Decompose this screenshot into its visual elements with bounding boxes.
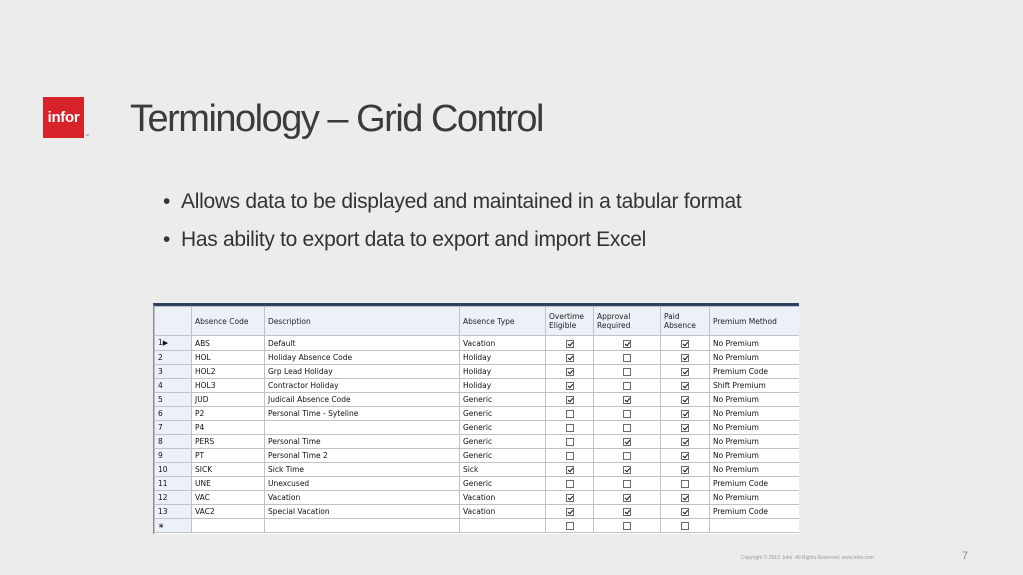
row-selector[interactable]	[155, 336, 192, 351]
overtime-eligible-checkbox[interactable]	[566, 452, 574, 460]
row-number: 7	[158, 423, 163, 432]
premium-method-cell[interactable]: No Premium	[710, 463, 800, 477]
table-row[interactable]	[155, 365, 800, 379]
row-number: 12	[158, 493, 168, 502]
absence-code-cell[interactable]: HOL3	[192, 379, 265, 393]
approval-required-cell	[594, 379, 661, 393]
table-row[interactable]	[155, 351, 800, 365]
row-number: 3	[158, 367, 163, 376]
overtime-eligible-cell	[546, 519, 594, 533]
absence-code-cell[interactable]: P2	[192, 407, 265, 421]
absence-type-cell[interactable]: Vacation	[460, 336, 546, 351]
paid-absence-checkbox[interactable]	[681, 396, 689, 404]
row-selector[interactable]	[155, 435, 192, 449]
paid-absence-cell	[661, 449, 710, 463]
row-number: 4	[158, 381, 163, 390]
absence-code-cell[interactable]: PT	[192, 449, 265, 463]
table-row[interactable]	[155, 336, 800, 351]
premium-method-cell[interactable]: No Premium	[710, 435, 800, 449]
paid-absence-cell	[661, 505, 710, 519]
approval-required-checkbox[interactable]	[623, 522, 631, 530]
premium-method-cell[interactable]: No Premium	[710, 336, 800, 351]
table-row[interactable]	[155, 491, 800, 505]
description-cell[interactable]: Personal Time	[265, 435, 460, 449]
column-header-absence-type[interactable]: Absence Type	[460, 307, 546, 336]
overtime-eligible-cell	[546, 393, 594, 407]
description-cell[interactable]: Personal Time 2	[265, 449, 460, 463]
approval-required-cell	[594, 449, 661, 463]
bullet-dot-icon: •	[163, 190, 171, 213]
overtime-eligible-cell	[546, 421, 594, 435]
approval-required-cell	[594, 407, 661, 421]
absence-code-cell[interactable]: SICK	[192, 463, 265, 477]
approval-required-checkbox[interactable]	[623, 466, 631, 474]
column-header-overtime-eligible[interactable]: Overtime Eligible	[546, 307, 594, 336]
premium-method-cell[interactable]	[710, 519, 800, 533]
table-row[interactable]	[155, 379, 800, 393]
logo-trademark: ™	[85, 133, 89, 138]
row-number: 9	[158, 451, 163, 460]
overtime-eligible-checkbox[interactable]	[566, 368, 574, 376]
absence-code-cell[interactable]: JUD	[192, 393, 265, 407]
approval-required-cell	[594, 477, 661, 491]
absence-code-cell[interactable]	[192, 519, 265, 533]
row-selector[interactable]	[155, 393, 192, 407]
column-header-approval-required[interactable]: Approval Required	[594, 307, 661, 336]
absence-type-cell[interactable]: Generic	[460, 393, 546, 407]
table-row[interactable]	[155, 393, 800, 407]
paid-absence-cell	[661, 435, 710, 449]
overtime-eligible-cell	[546, 379, 594, 393]
table-row[interactable]	[155, 463, 800, 477]
paid-absence-checkbox[interactable]	[681, 340, 689, 348]
description-cell[interactable]: Grp Lead Holiday	[265, 365, 460, 379]
absence-code-cell[interactable]: PERS	[192, 435, 265, 449]
footer-copyright: Copyright © 2012. Infor. All Rights Reserved. www.infor.com	[741, 555, 874, 561]
new-record-row[interactable]	[155, 519, 800, 533]
approval-required-checkbox[interactable]	[623, 410, 631, 418]
overtime-eligible-checkbox[interactable]	[566, 424, 574, 432]
overtime-eligible-cell	[546, 435, 594, 449]
overtime-eligible-checkbox[interactable]	[566, 382, 574, 390]
approval-required-cell	[594, 351, 661, 365]
row-number: 11	[158, 479, 168, 488]
paid-absence-checkbox[interactable]	[681, 382, 689, 390]
approval-required-cell	[594, 505, 661, 519]
overtime-eligible-cell	[546, 407, 594, 421]
description-cell[interactable]: Unexcused	[265, 477, 460, 491]
absence-type-cell[interactable]: Vacation	[460, 505, 546, 519]
column-header-absence-code[interactable]: Absence Code	[192, 307, 265, 336]
approval-required-checkbox[interactable]	[623, 424, 631, 432]
approval-required-cell	[594, 463, 661, 477]
table-row[interactable]	[155, 449, 800, 463]
premium-method-cell[interactable]: No Premium	[710, 421, 800, 435]
row-selector[interactable]	[155, 365, 192, 379]
grid-header-row	[155, 307, 800, 336]
overtime-eligible-cell	[546, 351, 594, 365]
overtime-eligible-checkbox[interactable]	[566, 494, 574, 502]
approval-required-cell	[594, 393, 661, 407]
description-cell[interactable]: Personal Time - Syteline	[265, 407, 460, 421]
overtime-eligible-cell	[546, 336, 594, 351]
approval-required-checkbox[interactable]	[623, 354, 631, 362]
premium-method-cell[interactable]: Premium Code	[710, 477, 800, 491]
paid-absence-checkbox[interactable]	[681, 480, 689, 488]
approval-required-checkbox[interactable]	[623, 494, 631, 502]
overtime-eligible-checkbox[interactable]	[566, 522, 574, 530]
bullet-text: Has ability to export data to export and import Excel	[181, 228, 647, 251]
overtime-eligible-checkbox[interactable]	[566, 354, 574, 362]
row-number: 10	[158, 465, 168, 474]
paid-absence-checkbox[interactable]	[681, 452, 689, 460]
approval-required-cell	[594, 519, 661, 533]
description-cell[interactable]: Sick Time	[265, 463, 460, 477]
table-row[interactable]	[155, 435, 800, 449]
row-number: 8	[158, 437, 163, 446]
row-selector[interactable]	[155, 407, 192, 421]
overtime-eligible-cell	[546, 477, 594, 491]
paid-absence-checkbox[interactable]	[681, 438, 689, 446]
overtime-eligible-cell	[546, 365, 594, 379]
description-cell[interactable]	[265, 421, 460, 435]
overtime-eligible-checkbox[interactable]	[566, 410, 574, 418]
row-selector[interactable]	[155, 379, 192, 393]
premium-method-cell[interactable]: No Premium	[710, 393, 800, 407]
absence-grid[interactable]	[153, 303, 799, 534]
column-header-description[interactable]: Description	[265, 307, 460, 336]
overtime-eligible-checkbox[interactable]	[566, 508, 574, 516]
approval-required-cell	[594, 421, 661, 435]
paid-absence-cell	[661, 421, 710, 435]
row-number: 13	[158, 507, 168, 516]
premium-method-cell[interactable]: No Premium	[710, 407, 800, 421]
overtime-eligible-checkbox[interactable]	[566, 480, 574, 488]
premium-method-cell[interactable]: Premium Code	[710, 365, 800, 379]
description-cell[interactable]: Vacation	[265, 491, 460, 505]
approval-required-checkbox[interactable]	[623, 508, 631, 516]
approval-required-cell	[594, 491, 661, 505]
description-cell[interactable]: Default	[265, 336, 460, 351]
paid-absence-cell	[661, 477, 710, 491]
approval-required-cell	[594, 336, 661, 351]
premium-method-cell[interactable]: No Premium	[710, 351, 800, 365]
approval-required-checkbox[interactable]	[623, 368, 631, 376]
premium-method-cell[interactable]: Premium Code	[710, 505, 800, 519]
absence-type-cell[interactable]: Generic	[460, 449, 546, 463]
slide-title: Terminology – Grid Control	[130, 98, 543, 140]
description-cell[interactable]	[265, 519, 460, 533]
overtime-eligible-checkbox[interactable]	[566, 438, 574, 446]
row-number: 2	[158, 353, 163, 362]
overtime-eligible-cell	[546, 491, 594, 505]
column-header-premium-method[interactable]: Premium Method	[710, 307, 800, 336]
absence-type-cell[interactable]	[460, 519, 546, 533]
premium-method-cell[interactable]: No Premium	[710, 449, 800, 463]
page-number: 7	[962, 550, 969, 562]
paid-absence-cell	[661, 336, 710, 351]
paid-absence-cell	[661, 365, 710, 379]
overtime-eligible-cell	[546, 449, 594, 463]
grid-table	[154, 306, 799, 533]
description-cell[interactable]: Holiday Absence Code	[265, 351, 460, 365]
row-selector[interactable]	[155, 463, 192, 477]
logo-text: infor	[47, 109, 80, 126]
current-row-arrow-icon: ▶	[162, 339, 169, 347]
approval-required-checkbox[interactable]	[623, 480, 631, 488]
absence-code-cell[interactable]: UNE	[192, 477, 265, 491]
table-row[interactable]	[155, 421, 800, 435]
grid-body	[155, 336, 800, 533]
approval-required-checkbox[interactable]	[623, 438, 631, 446]
overtime-eligible-checkbox[interactable]	[566, 340, 574, 348]
approval-required-cell	[594, 365, 661, 379]
paid-absence-cell	[661, 393, 710, 407]
overtime-eligible-checkbox[interactable]	[566, 466, 574, 474]
paid-absence-checkbox[interactable]	[681, 508, 689, 516]
absence-type-cell[interactable]: Generic	[460, 407, 546, 421]
row-selector[interactable]	[155, 505, 192, 519]
row-selector[interactable]	[155, 421, 192, 435]
description-cell[interactable]: Special Vacation	[265, 505, 460, 519]
bullet-item	[163, 187, 741, 225]
approval-required-checkbox[interactable]	[623, 396, 631, 404]
overtime-eligible-cell	[546, 463, 594, 477]
description-cell[interactable]: Contractor Holiday	[265, 379, 460, 393]
absence-type-cell[interactable]: Holiday	[460, 379, 546, 393]
approval-required-checkbox[interactable]	[623, 382, 631, 390]
paid-absence-cell	[661, 407, 710, 421]
paid-absence-checkbox[interactable]	[681, 410, 689, 418]
absence-code-cell[interactable]: ABS	[192, 336, 265, 351]
paid-absence-cell	[661, 351, 710, 365]
bullet-list	[163, 187, 741, 263]
absence-code-cell[interactable]: VAC2	[192, 505, 265, 519]
row-selector[interactable]	[155, 449, 192, 463]
paid-absence-checkbox[interactable]	[681, 522, 689, 530]
approval-required-cell	[594, 435, 661, 449]
absence-type-cell[interactable]: Holiday	[460, 351, 546, 365]
row-selector[interactable]	[155, 491, 192, 505]
paid-absence-checkbox[interactable]	[681, 494, 689, 502]
premium-method-cell[interactable]: No Premium	[710, 491, 800, 505]
paid-absence-cell	[661, 463, 710, 477]
absence-type-cell[interactable]: Vacation	[460, 491, 546, 505]
paid-absence-checkbox[interactable]	[681, 424, 689, 432]
absence-type-cell[interactable]: Generic	[460, 421, 546, 435]
overtime-eligible-cell	[546, 505, 594, 519]
description-cell[interactable]: Judicail Absence Code	[265, 393, 460, 407]
absence-type-cell[interactable]: Sick	[460, 463, 546, 477]
infor-logo	[43, 97, 84, 138]
paid-absence-checkbox[interactable]	[681, 368, 689, 376]
table-row[interactable]	[155, 505, 800, 519]
row-selector-header[interactable]	[155, 307, 192, 336]
overtime-eligible-checkbox[interactable]	[566, 396, 574, 404]
row-selector[interactable]	[155, 477, 192, 491]
table-row[interactable]	[155, 407, 800, 421]
absence-code-cell[interactable]: HOL2	[192, 365, 265, 379]
bullet-text: Allows data to be displayed and maintained in a tabular format	[181, 190, 742, 213]
paid-absence-checkbox[interactable]	[681, 354, 689, 362]
absence-code-cell[interactable]: VAC	[192, 491, 265, 505]
paid-absence-cell	[661, 379, 710, 393]
row-number: 6	[158, 409, 163, 418]
absence-type-cell[interactable]: Holiday	[460, 365, 546, 379]
row-selector[interactable]	[155, 351, 192, 365]
absence-code-cell[interactable]: P4	[192, 421, 265, 435]
absence-type-cell[interactable]: Generic	[460, 435, 546, 449]
bullet-dot-icon: •	[163, 228, 171, 251]
new-row-marker-icon: ∗	[155, 519, 192, 533]
row-number: 1	[158, 338, 163, 347]
paid-absence-checkbox[interactable]	[681, 466, 689, 474]
row-number: 5	[158, 395, 163, 404]
approval-required-checkbox[interactable]	[623, 340, 631, 348]
bullet-item	[163, 225, 741, 263]
column-header-paid-absence[interactable]: Paid Absence	[661, 307, 710, 336]
absence-type-cell[interactable]: Generic	[460, 477, 546, 491]
approval-required-checkbox[interactable]	[623, 452, 631, 460]
absence-code-cell[interactable]: HOL	[192, 351, 265, 365]
paid-absence-cell	[661, 491, 710, 505]
paid-absence-cell	[661, 519, 710, 533]
table-row[interactable]	[155, 477, 800, 491]
premium-method-cell[interactable]: Shift Premium	[710, 379, 800, 393]
